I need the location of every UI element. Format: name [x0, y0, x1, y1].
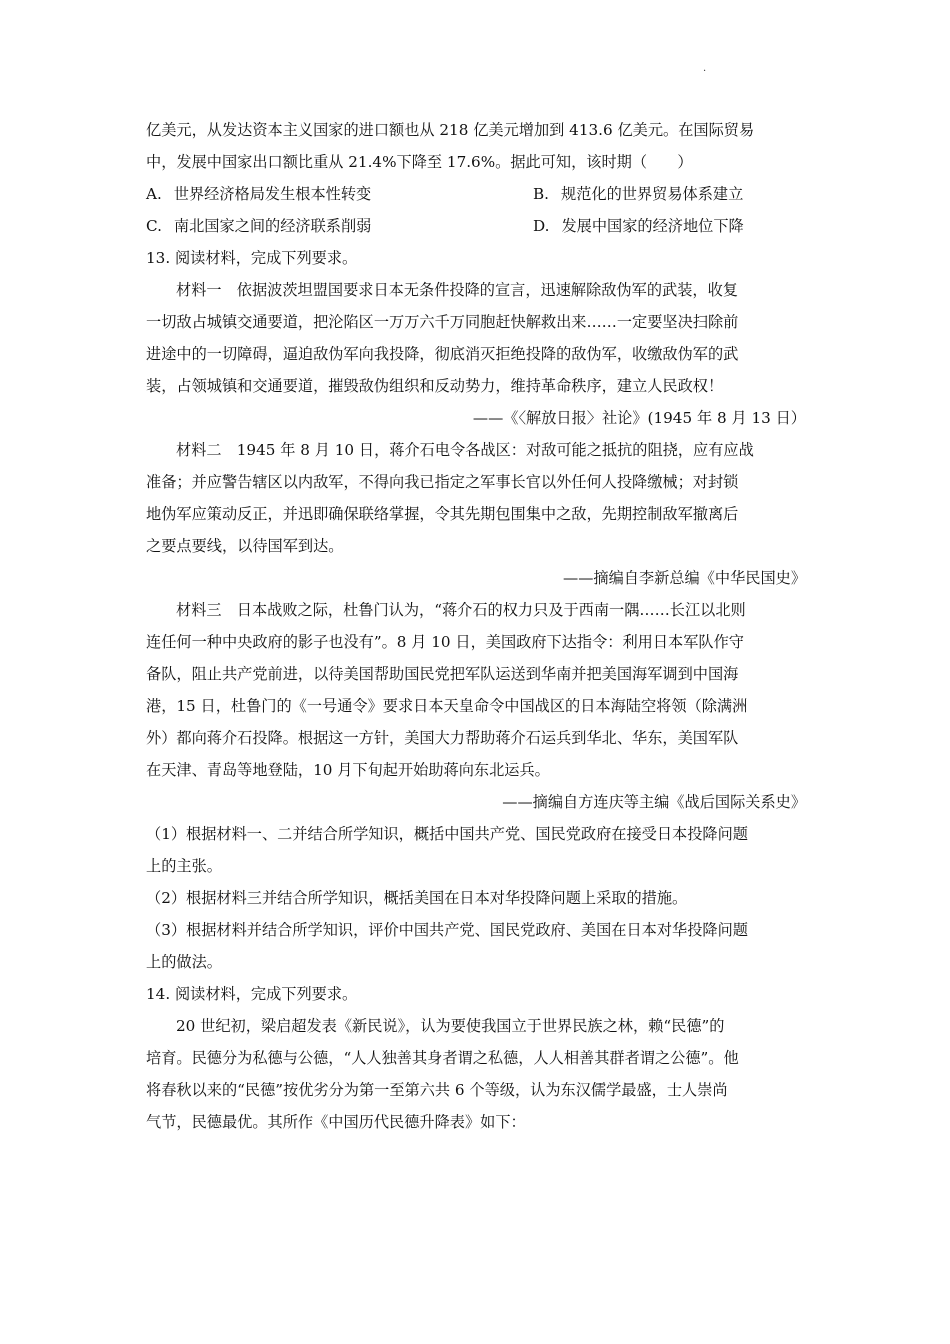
option-label: C. — [146, 217, 162, 235]
q13-material1-line: 进途中的一切障碍，逼迫敌伪军向我投降，彻底消灭拒绝投降的敌伪军，收缴敌伪军的武 — [146, 345, 739, 363]
q12-text-line-1: 亿美元，从发达资本主义国家的进口额也从 218 亿美元增加到 413.6 亿美元。在国际贸易 — [146, 121, 755, 139]
q12-options-row-1 — [146, 178, 806, 210]
q13-subquestion-line: （1）根据材料一、二并结合所学知识，概括中国共产党、国民党政府在接受日本投降问题 — [146, 825, 748, 843]
document-body — [146, 114, 806, 1138]
q13-material3-line: 连任何一种中央政府的影子也没有”。8 月 10 日，美国政府下达指令：利用日本军队作守 — [146, 633, 744, 651]
q13-material3-line: 材料三 日本战败之际，杜鲁门认为，“蒋介石的权力只及于西南一隅……长江以北则 — [176, 601, 746, 619]
q12-option-a[interactable] — [146, 178, 533, 210]
q14-text-line: 20 世纪初，梁启超发表《新民说》，认为要使我国立于世界民族之林，赖“民德”的 — [176, 1017, 725, 1035]
q14-text-line: 培育。民德分为私德与公德，“人人独善其身者谓之私德，人人相善其群者谓之公德”。他 — [146, 1049, 739, 1067]
q12-option-c[interactable] — [146, 210, 533, 242]
option-text: 规范化的世界贸易体系建立 — [561, 185, 744, 203]
option-label: B. — [533, 185, 549, 203]
q13-material3-line: 备队，阻止共产党前进，以待美国帮助国民党把军队运送到华南并把美国海军调到中国海 — [146, 665, 739, 683]
q13-material3-source: ——摘编自方连庆等主编《战后国际关系史》 — [502, 793, 806, 811]
q13-material2-line: 之要点要线，以待国军到达。 — [146, 537, 344, 555]
option-label: A. — [146, 185, 162, 203]
option-label: D. — [533, 217, 550, 235]
option-text: 南北国家之间的经济联系削弱 — [173, 217, 372, 235]
page-mark: . — [703, 63, 707, 74]
option-text: 世界经济格局发生根本性转变 — [173, 185, 372, 203]
q13-material1-line: 材料一 依据波茨坦盟国要求日本无条件投降的宣言，迅速解除敌伪军的武装，收复 — [176, 281, 738, 299]
q12-option-d[interactable] — [533, 210, 744, 242]
q14-text-line: 气节，民德最优。其所作《中国历代民德升降表》如下： — [146, 1113, 526, 1131]
q13-material1-source: ——《〈解放日报〉社论》(1945 年 8 月 13 日） — [472, 409, 806, 427]
option-text: 发展中国家的经济地位下降 — [561, 217, 744, 235]
q13-material3-line: 外）都向蒋介石投降。根据这一方针，美国大力帮助蒋介石运兵到华北、华东，美国军队 — [146, 729, 739, 747]
q12-options-row-2 — [146, 210, 806, 242]
q12-option-b[interactable] — [533, 178, 743, 210]
q13-subquestion-line: 上的做法。 — [146, 953, 222, 971]
q13-material2-line: 地伪军应策动反正，并迅即确保联络掌握，令其先期包围集中之敌，先期控制敌军撤离后 — [146, 505, 739, 523]
q13-subquestion-line: 上的主张。 — [146, 857, 222, 875]
q13-material2-line: 准备；并应警告辖区以内敌军，不得向我已指定之军事长官以外任何人投降缴械；对封锁 — [146, 473, 739, 491]
q13-material3-line: 在天津、青岛等地登陆，10 月下旬起开始助蒋向东北运兵。 — [146, 761, 550, 779]
q13-material2-line: 材料二 1945 年 8 月 10 日，蒋介石电令各战区：对敌可能之抵抗的阻挠，应有应战 — [176, 441, 754, 459]
q13-subquestion-line: （3）根据材料并结合所学知识，评价中国共产党、国民党政府、美国在日本对华投降问题 — [146, 921, 748, 939]
q12-text-line-2: 中，发展中国家出口额比重从 21.4%下降至 17.6%。据此可知，该时期（ ） — [146, 153, 693, 171]
q13-material1-line: 装，占领城镇和交通要道，摧毁敌伪组织和反动势力，维持革命秩序，建立人民政权！ — [146, 377, 724, 395]
q13-material1-line: 一切敌占城镇交通要道，把沦陷区一万万六千万同胞赶快解救出来……一定要坚决扫除前 — [146, 313, 739, 331]
q13-subquestion-line: （2）根据材料三并结合所学知识，概括美国在日本对华投降问题上采取的措施。 — [146, 889, 688, 907]
q14-heading: 14. 阅读材料，完成下列要求。 — [146, 985, 358, 1003]
q13-heading: 13. 阅读材料，完成下列要求。 — [146, 249, 358, 267]
q13-material3-line: 港，15 日，杜鲁门的《一号通令》要求日本天皇命令中国战区的日本海陆空将领（除满洲 — [146, 697, 748, 715]
q14-text-line: 将春秋以来的“民德”按优劣分为第一至第六共 6 个等级，认为东汉儒学最盛，士人崇尚 — [146, 1081, 728, 1099]
q13-material2-source: ——摘编自李新总编《中华民国史》 — [563, 569, 806, 587]
